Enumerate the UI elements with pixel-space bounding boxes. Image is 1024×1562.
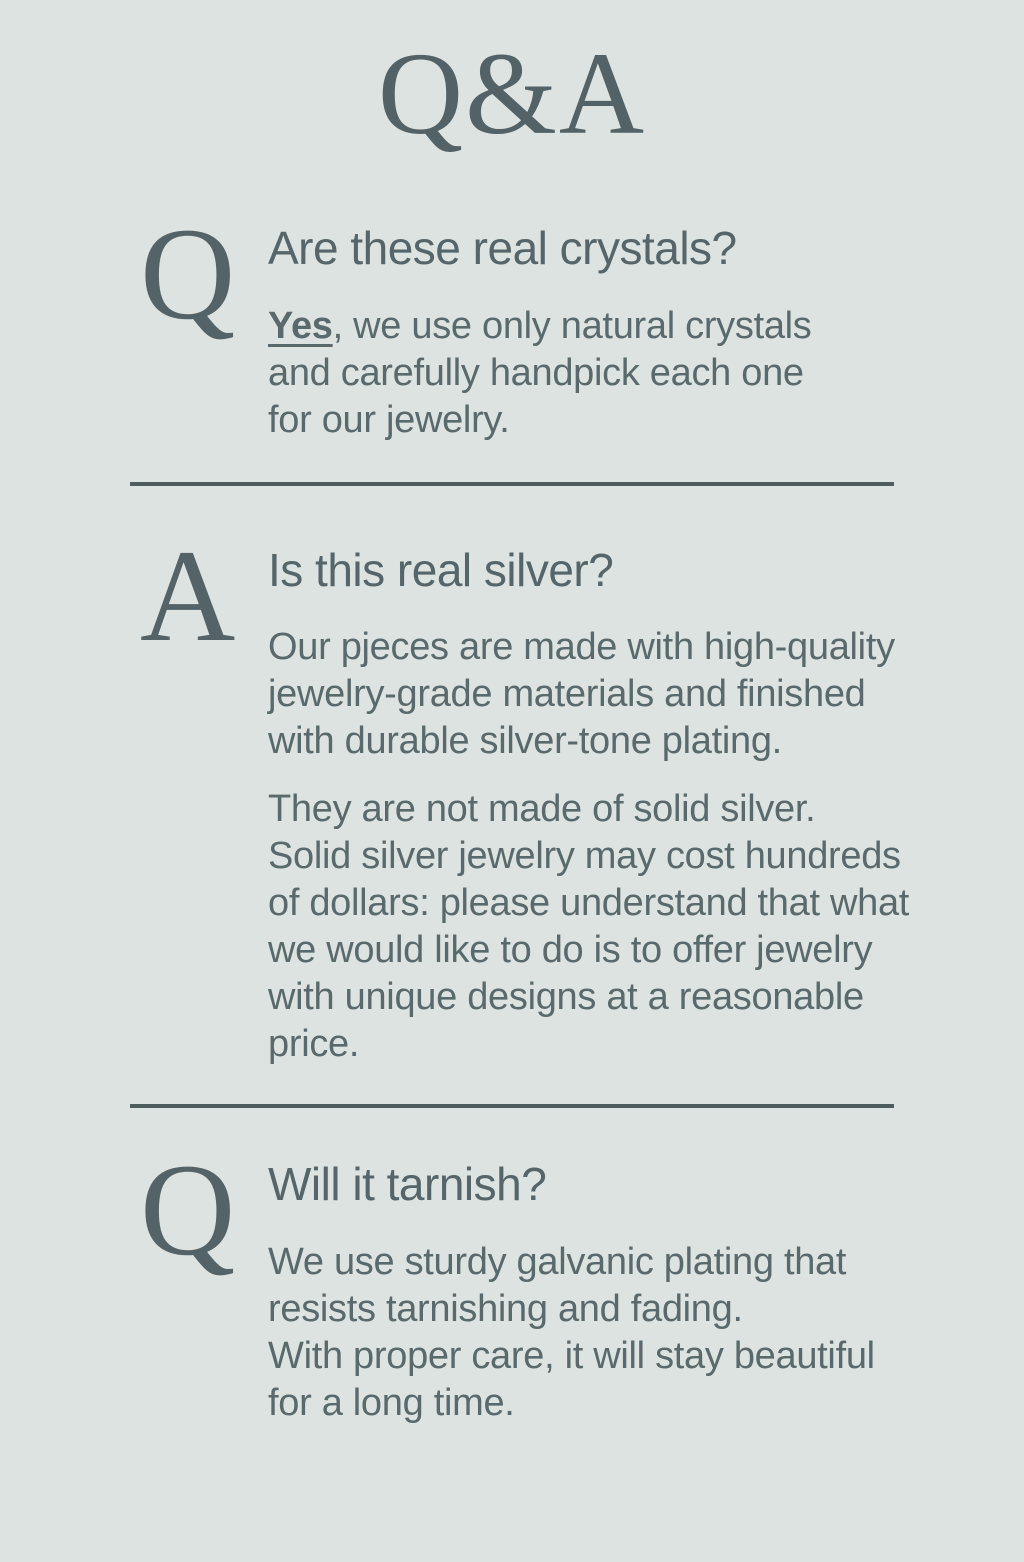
question-letter: Q <box>140 199 236 347</box>
answer-line: with unique designs at a reasonable <box>268 976 864 1019</box>
answer-line: we would like to do is to offer jewelry <box>268 929 873 972</box>
letter-column <box>140 521 268 669</box>
qa-block-tarnish <box>0 1136 1024 1427</box>
letter-column <box>140 199 268 347</box>
answer-paragraph <box>268 624 964 765</box>
answer-paragraph <box>268 786 964 1068</box>
answer-line: Solid silver jewelry may cost hundreds <box>268 835 901 878</box>
answer-line: for our jewelry. <box>268 398 510 441</box>
answer-line: With proper care, it will stay beautiful <box>268 1335 875 1378</box>
content-column <box>268 1158 964 1427</box>
section-divider <box>130 1104 894 1108</box>
answer-line: They are not made of solid silver. <box>268 788 816 831</box>
qa-infographic <box>0 26 1024 1562</box>
qa-block-crystals <box>0 199 1024 444</box>
content-column <box>268 544 964 1069</box>
answer-line: resists tarnishing and fading. <box>268 1288 743 1331</box>
answer-paragraph <box>268 303 964 444</box>
question-text: Is this real silver? <box>268 543 614 596</box>
answer-line: Our pjeces are made with high-quality <box>268 626 895 669</box>
section-divider <box>130 482 894 486</box>
qa-block-silver <box>0 521 1024 1069</box>
question-letter: Q <box>140 1136 236 1284</box>
answer-line: for a long time. <box>268 1382 515 1425</box>
answer-line: jewelry-grade materials and finished <box>268 673 866 716</box>
answer-line: of dollars: please understand that what <box>268 882 910 925</box>
answer-line: We use sturdy galvanic plating that <box>268 1241 847 1284</box>
answer-line: with durable silver-tone plating. <box>268 720 782 763</box>
answer-lead-rest: , we use only natural crystals <box>332 304 812 347</box>
letter-column <box>140 1136 268 1284</box>
content-column <box>268 222 964 444</box>
question-text: Are these real crystals? <box>268 221 737 274</box>
answer-line: price. <box>268 1023 360 1066</box>
answer-lead: Yes <box>268 304 333 347</box>
answer-line: and carefully handpick each one <box>268 351 804 394</box>
answer-line <box>268 303 964 350</box>
answer-paragraph <box>268 1239 964 1427</box>
page-title: Q&A <box>377 28 647 159</box>
answer-letter: A <box>140 521 236 669</box>
question-text: Will it tarnish? <box>268 1158 547 1211</box>
